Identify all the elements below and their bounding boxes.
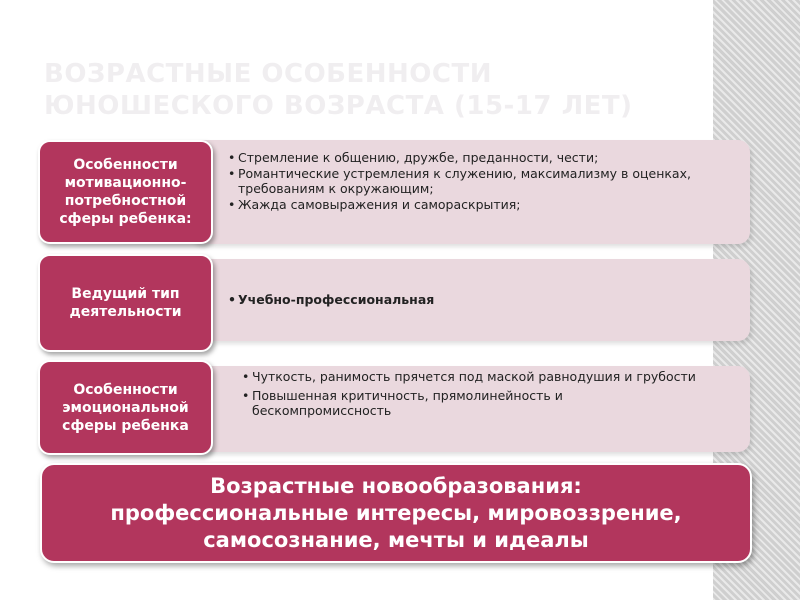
row-1-bullet-1: • Стремление к общению, дружбе, преданности, чести;: [228, 150, 728, 165]
row-2-label-box: [38, 254, 213, 352]
row-2-details-panel: [190, 259, 750, 341]
page-title-line-2: ЮНОШЕСКОГО ВОЗРАСТА (15-17 ЛЕТ): [44, 91, 633, 121]
row-2-bullet-1: • Учебно-профессиональная: [228, 292, 728, 307]
row-2-bullet-list: [228, 292, 728, 307]
row-1-bullet-list: [228, 150, 728, 212]
row-3-label-box: [38, 360, 213, 455]
summary-line-2: профессиональные интересы, мировоззрение,: [110, 500, 682, 525]
row-1-label-box: [38, 140, 213, 244]
summary-line-3: самосознание, мечты и идеалы: [203, 527, 589, 552]
row-1-bullet-2: • Романтические устремления к служению, максимализму в оценках, требованиям к окружающим;: [228, 166, 728, 196]
row-3-label: Особенности эмоциональной сферы ребенка: [62, 381, 189, 434]
page-title-line-1: ВОЗРАСТНЫЕ ОСОБЕННОСТИ: [44, 59, 492, 89]
row-2-label: Ведущий тип деятельности: [69, 286, 182, 320]
row-1-label: Особенности мотивационно-потребностной сферы ребенка:: [59, 157, 192, 227]
row-1-bullet-3: • Жажда самовыражения и самораскрытия;: [228, 197, 728, 212]
row-3-bullet-list: [242, 369, 702, 418]
summary-line-1: Возрастные новообразования:: [210, 473, 582, 498]
row-3-details-panel: [190, 366, 750, 452]
row-1-details-panel: [190, 140, 750, 244]
page-title: [44, 58, 684, 122]
row-3-bullet-2: • Повышенная критичность, прямолинейность и бескомпромиссность: [242, 388, 702, 418]
summary-box: [40, 463, 752, 563]
row-3-bullet-1: • Чуткость, ранимость прячется под маской равнодушия и грубости: [242, 369, 702, 384]
